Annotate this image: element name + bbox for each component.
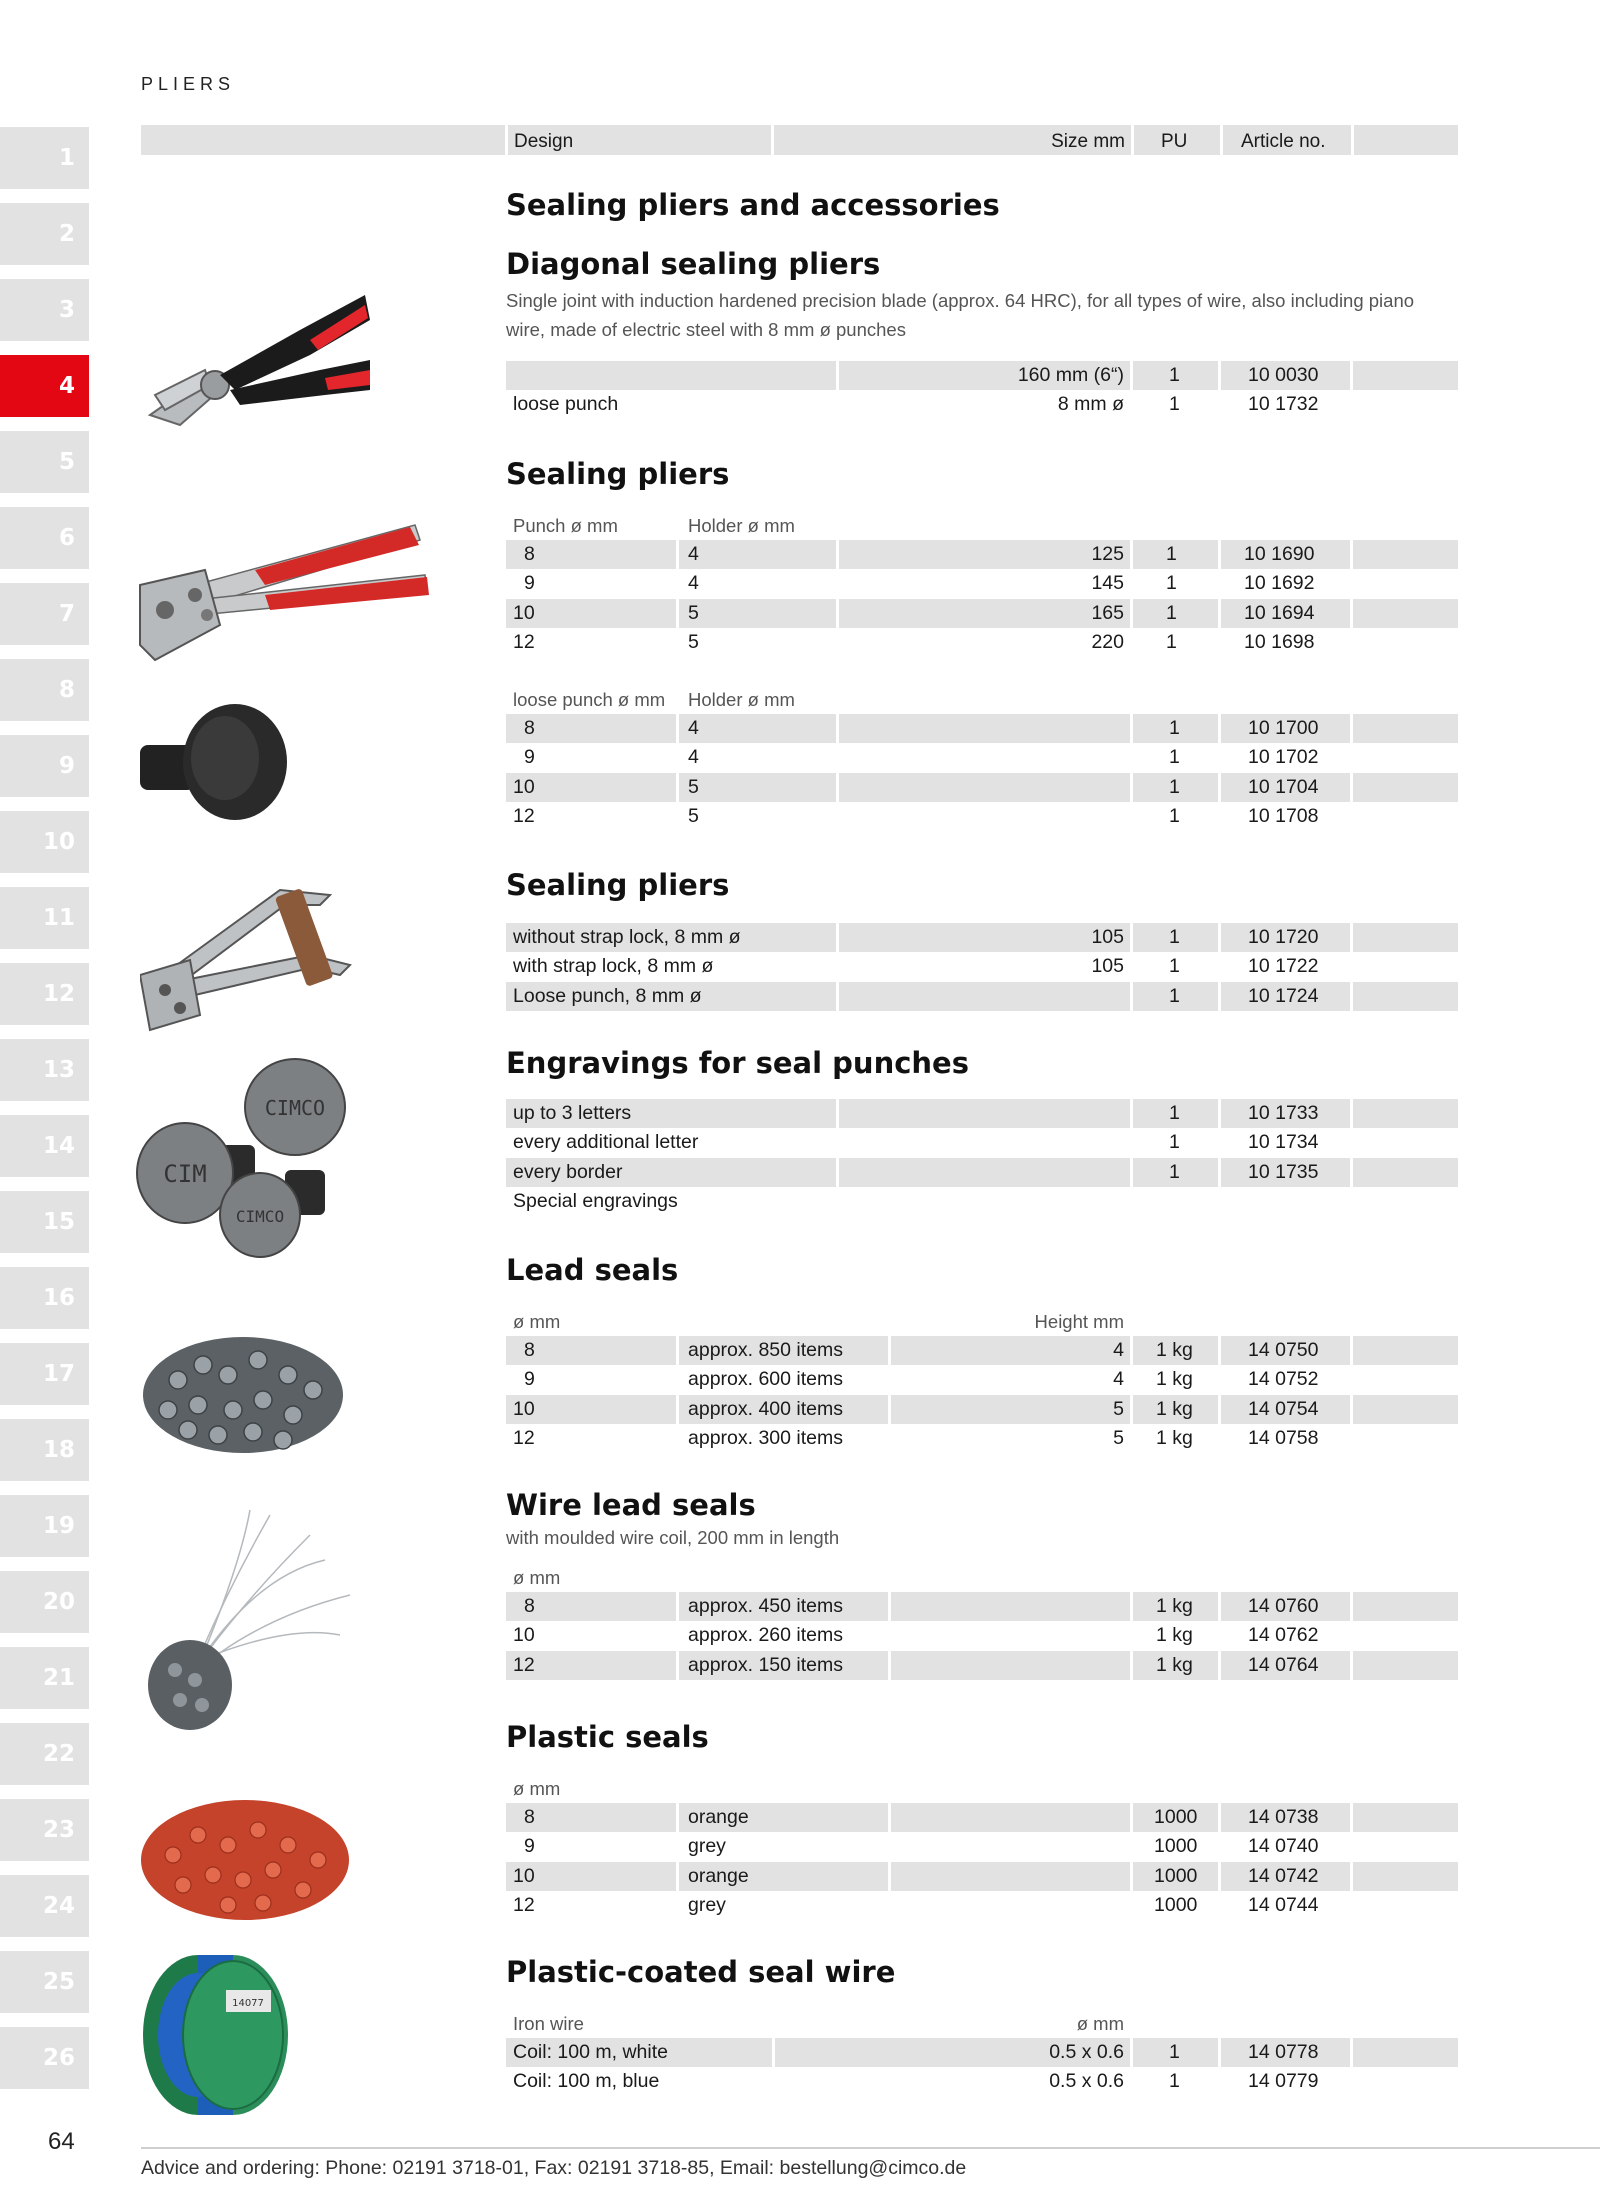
cell-items: approx. 300 items <box>688 1427 844 1450</box>
cell-pu: 1 <box>1169 805 1180 828</box>
cell-design: Loose punch, 8 mm ø <box>513 984 702 1007</box>
table-row <box>506 1891 1458 1921</box>
cell-size: 0.5 x 0.6 <box>1049 2040 1124 2063</box>
cell-size: 125 <box>1091 542 1124 565</box>
chapter-tab-18[interactable]: 18 <box>0 1419 89 1481</box>
cell-punch: 12 <box>513 805 535 828</box>
chapter-tab-1[interactable]: 1 <box>0 127 89 189</box>
stamp-label: CIMCO <box>264 1096 326 1120</box>
cell-pu: 1 kg <box>1156 1624 1193 1647</box>
cell-pu: 1 kg <box>1156 1653 1193 1676</box>
footer-divider <box>141 2147 1600 2149</box>
cell-holder: 5 <box>688 805 699 828</box>
page-number: 64 <box>48 2128 75 2155</box>
table-row <box>506 361 1458 391</box>
header-size: Size mm <box>1051 131 1125 152</box>
cell-article: 10 1735 <box>1248 1160 1319 1183</box>
cell-article: 10 1733 <box>1248 1101 1319 1124</box>
cell-pu: 1000 <box>1154 1805 1198 1828</box>
col-punch: Punch ø mm <box>513 514 618 536</box>
cell-punch: 12 <box>513 631 535 654</box>
cell-color: orange <box>688 1864 749 1887</box>
cell-pu: 1 <box>1166 631 1177 654</box>
cell-pu: 1 <box>1169 925 1180 948</box>
cell-items: approx. 600 items <box>688 1368 844 1391</box>
cell-article: 14 0752 <box>1248 1368 1319 1391</box>
chapter-tab-12[interactable]: 12 <box>0 963 89 1025</box>
table-row <box>506 1862 1458 1892</box>
column-header <box>506 512 1458 540</box>
table-row <box>506 982 1458 1012</box>
cell-holder: 5 <box>688 775 699 798</box>
stamp-label: CIMCO <box>235 1207 285 1226</box>
cell-design: without strap lock, 8 mm ø <box>513 925 741 948</box>
cell-diameter: 8 <box>524 1338 535 1361</box>
section-engravings <box>506 1046 1458 1217</box>
table-row <box>506 1187 1458 1217</box>
chapter-tab-5[interactable]: 5 <box>0 431 89 493</box>
loose-punch-image <box>140 700 290 830</box>
cell-punch: 10 <box>513 601 535 624</box>
column-header <box>506 686 1458 714</box>
table-header <box>141 125 1458 155</box>
col-diameter: ø mm <box>1076 2012 1124 2034</box>
column-header <box>506 1308 1458 1336</box>
seal-wire-spool-image <box>138 1950 298 2120</box>
cell-diameter: 12 <box>513 1653 535 1676</box>
cell-pu: 1 <box>1169 1131 1180 1154</box>
engraved-punches-image <box>135 1055 350 1265</box>
section-diagonal-sealing-pliers <box>506 188 1458 420</box>
chapter-tab-6[interactable]: 6 <box>0 507 89 569</box>
col-diameter: ø mm <box>513 1310 561 1332</box>
table-row <box>506 599 1458 629</box>
cell-article: 14 0750 <box>1248 1338 1319 1361</box>
cell-article: 14 0760 <box>1248 1594 1319 1617</box>
section-title: Plastic seals <box>506 1720 709 1754</box>
header-divider <box>1351 125 1354 155</box>
cell-diameter: 12 <box>513 1427 535 1450</box>
chapter-tab-22[interactable]: 22 <box>0 1723 89 1785</box>
table-row <box>506 743 1458 773</box>
cell-pu: 1 <box>1169 363 1180 386</box>
chapter-tab-17[interactable]: 17 <box>0 1343 89 1405</box>
chapter-tab-20[interactable]: 20 <box>0 1571 89 1633</box>
header-pu: PU <box>1161 131 1188 152</box>
cell-design: every border <box>513 1160 623 1183</box>
cell-design: up to 3 letters <box>513 1101 632 1124</box>
cell-size: 160 mm (6“) <box>1017 363 1124 386</box>
cell-diameter: 12 <box>513 1894 535 1917</box>
cell-article: 10 0030 <box>1248 363 1319 386</box>
cell-holder: 5 <box>688 601 699 624</box>
cell-height: 4 <box>1113 1338 1124 1361</box>
cell-holder: 4 <box>688 542 699 565</box>
cell-article: 14 0740 <box>1248 1835 1319 1858</box>
table-row <box>506 773 1458 803</box>
cell-items: approx. 450 items <box>688 1594 844 1617</box>
chapter-tab-26[interactable]: 26 <box>0 2027 89 2089</box>
col-iron-wire: Iron wire <box>513 2012 584 2034</box>
cell-diameter: 8 <box>524 1805 535 1828</box>
chapter-tabs <box>0 127 89 2103</box>
cell-color: grey <box>688 1894 726 1917</box>
chapter-tab-16[interactable]: 16 <box>0 1267 89 1329</box>
table-row <box>506 1592 1458 1622</box>
cell-punch: 8 <box>524 716 535 739</box>
cell-pu: 1 kg <box>1156 1338 1193 1361</box>
chapter-tab-2[interactable]: 2 <box>0 203 89 265</box>
chapter-tab-15[interactable]: 15 <box>0 1191 89 1253</box>
cell-pu: 1000 <box>1154 1864 1198 1887</box>
cell-article: 10 1700 <box>1248 716 1319 739</box>
cell-color: grey <box>688 1835 726 1858</box>
header-article: Article no. <box>1241 131 1326 152</box>
cell-pu: 1 <box>1169 746 1180 769</box>
table-row <box>506 1621 1458 1651</box>
cell-article: 14 0742 <box>1248 1864 1319 1887</box>
col-height: Height mm <box>1034 1310 1124 1332</box>
chapter-tab-3[interactable]: 3 <box>0 279 89 341</box>
cell-height: 5 <box>1113 1397 1124 1420</box>
cell-design: Coil: 100 m, white <box>513 2040 668 2063</box>
cell-article: 10 1724 <box>1248 984 1319 1007</box>
cell-items: approx. 150 items <box>688 1653 844 1676</box>
table-row <box>506 952 1458 982</box>
cell-pu: 1000 <box>1154 1835 1198 1858</box>
table-row <box>506 923 1458 953</box>
diagonal-pliers-image <box>140 290 380 440</box>
col-holder: Holder ø mm <box>688 688 795 710</box>
sealing-pliers-strap-image <box>140 880 360 1035</box>
cell-article: 10 1704 <box>1248 775 1319 798</box>
cell-pu: 1 <box>1169 984 1180 1007</box>
table-row <box>506 1424 1458 1454</box>
cell-height: 4 <box>1113 1368 1124 1391</box>
table-row <box>506 714 1458 744</box>
cell-article: 14 0778 <box>1248 2040 1319 2063</box>
cell-diameter: 9 <box>524 1835 535 1858</box>
table-row <box>506 628 1458 658</box>
cell-article: 10 1720 <box>1248 925 1319 948</box>
wire-lead-seals-image <box>140 1505 360 1735</box>
cell-design: Special engravings <box>513 1190 678 1213</box>
table-row <box>506 802 1458 832</box>
chapter-tab-21[interactable]: 21 <box>0 1647 89 1709</box>
cell-design: with strap lock, 8 mm ø <box>513 955 714 978</box>
cell-size: 145 <box>1091 572 1124 595</box>
chapter-tab-4-active[interactable]: 4 <box>0 355 89 417</box>
cell-size: 8 mm ø <box>1057 393 1124 416</box>
cell-punch: 9 <box>524 572 535 595</box>
chapter-tab-24[interactable]: 24 <box>0 1875 89 1937</box>
chapter-tab-19[interactable]: 19 <box>0 1495 89 1557</box>
cell-size: 105 <box>1091 955 1124 978</box>
section-title: Wire lead seals <box>506 1488 756 1522</box>
section-lead-seals <box>506 1253 1458 1454</box>
table-row <box>506 1395 1458 1425</box>
footer-contact: Advice and ordering: Phone: 02191 3718-01, Fax: 02191 3718-85, Email: bestellung@cimco.de <box>141 2157 967 2179</box>
section-description: Single joint with induction hardened precision blade (approx. 64 HRC), for all types of wire, also including piano wire, made of electric steel with 8 mm ø punches <box>506 289 1415 340</box>
main-title: Sealing pliers and accessories <box>506 188 1000 222</box>
cell-holder: 5 <box>688 631 699 654</box>
column-header <box>506 2010 1458 2038</box>
chapter-tab-11[interactable]: 11 <box>0 887 89 949</box>
table-row <box>506 1099 1458 1129</box>
header-divider <box>1131 125 1134 155</box>
chapter-title: PLIERS <box>141 74 236 94</box>
cell-article: 14 0738 <box>1248 1805 1319 1828</box>
cell-pu: 1 <box>1169 955 1180 978</box>
chapter-tab-8[interactable]: 8 <box>0 659 89 721</box>
cell-holder: 4 <box>688 746 699 769</box>
section-sealing-pliers-strap <box>506 868 1458 1011</box>
cell-punch: 8 <box>524 542 535 565</box>
cell-article: 10 1702 <box>1248 746 1319 769</box>
header-divider <box>1220 125 1223 155</box>
cell-punch: 10 <box>513 775 535 798</box>
cell-pu: 1 <box>1169 2040 1180 2063</box>
cell-size: 0.5 x 0.6 <box>1049 2070 1124 2093</box>
lead-seals-image <box>138 1320 348 1460</box>
cell-article: 14 0779 <box>1248 2070 1319 2093</box>
chapter-tab-9[interactable]: 9 <box>0 735 89 797</box>
cell-color: orange <box>688 1805 749 1828</box>
chapter-tab-14[interactable]: 14 <box>0 1115 89 1177</box>
section-plastic-seals <box>506 1720 1458 1921</box>
section-wire-lead-seals <box>506 1488 1458 1680</box>
cell-pu: 1 kg <box>1156 1368 1193 1391</box>
cell-diameter: 9 <box>524 1368 535 1391</box>
cell-size: 105 <box>1091 925 1124 948</box>
chapter-tab-13[interactable]: 13 <box>0 1039 89 1101</box>
sealing-pliers-image <box>135 515 445 675</box>
cell-pu: 1 <box>1166 572 1177 595</box>
cell-items: approx. 850 items <box>688 1338 844 1361</box>
section-title: Engravings for seal punches <box>506 1046 969 1080</box>
cell-pu: 1000 <box>1154 1894 1198 1917</box>
column-header <box>506 1775 1458 1803</box>
cell-holder: 4 <box>688 716 699 739</box>
col-diameter: ø mm <box>513 1566 561 1588</box>
cell-article: 10 1708 <box>1248 805 1319 828</box>
table-row <box>506 1336 1458 1366</box>
col-loose-punch: loose punch ø mm <box>513 688 666 710</box>
cell-article: 10 1734 <box>1248 1131 1319 1154</box>
chapter-tab-25[interactable]: 25 <box>0 1951 89 2013</box>
cell-holder: 4 <box>688 572 699 595</box>
section-title: Sealing pliers <box>506 457 730 491</box>
table-row <box>506 1832 1458 1862</box>
chapter-tab-10[interactable]: 10 <box>0 811 89 873</box>
cell-article: 10 1692 <box>1244 572 1315 595</box>
cell-pu: 1 kg <box>1156 1427 1193 1450</box>
cell-diameter: 8 <box>524 1594 535 1617</box>
cell-pu: 1 <box>1169 1101 1180 1124</box>
section-plastic-coated-wire <box>506 1955 1458 2097</box>
cell-diameter: 10 <box>513 1397 535 1420</box>
spool-label: 14077 <box>232 1998 264 2009</box>
cell-pu: 1 kg <box>1156 1594 1193 1617</box>
cell-pu: 1 <box>1169 393 1180 416</box>
cell-article: 14 0744 <box>1248 1894 1319 1917</box>
chapter-tab-7[interactable]: 7 <box>0 583 89 645</box>
header-design: Design <box>514 131 574 152</box>
cell-design: Coil: 100 m, blue <box>513 2070 660 2093</box>
table-row <box>506 1158 1458 1188</box>
cell-article: 14 0762 <box>1248 1624 1319 1647</box>
cell-article: 10 1694 <box>1244 601 1315 624</box>
chapter-tab-23[interactable]: 23 <box>0 1799 89 1861</box>
cell-pu: 1 <box>1166 601 1177 624</box>
cell-diameter: 10 <box>513 1624 535 1647</box>
table-row <box>506 390 1458 420</box>
table-row <box>506 1803 1458 1833</box>
table-row <box>506 1128 1458 1158</box>
section-title: Sealing pliers <box>506 868 730 902</box>
cell-size: 165 <box>1091 601 1124 624</box>
cell-items: approx. 260 items <box>688 1624 844 1647</box>
section-sealing-pliers <box>506 457 1458 832</box>
cell-pu: 1 kg <box>1156 1397 1193 1420</box>
cell-punch: 9 <box>524 746 535 769</box>
table-row <box>506 2038 1458 2068</box>
header-divider <box>771 125 774 155</box>
stamp-label: CIM <box>163 1160 207 1188</box>
col-diameter: ø mm <box>513 1777 561 1799</box>
table-row <box>506 540 1458 570</box>
cell-article: 10 1722 <box>1248 955 1319 978</box>
cell-pu: 1 <box>1169 775 1180 798</box>
cell-height: 5 <box>1113 1427 1124 1450</box>
table-row <box>506 1365 1458 1395</box>
table-row <box>506 1651 1458 1681</box>
cell-pu: 1 <box>1169 1160 1180 1183</box>
cell-article: 14 0754 <box>1248 1397 1319 1420</box>
section-description: with moulded wire coil, 200 mm in length <box>506 1526 840 1548</box>
cell-size: 220 <box>1091 631 1124 654</box>
cell-pu: 1 <box>1169 2070 1180 2093</box>
cell-article: 14 0764 <box>1248 1653 1319 1676</box>
cell-design: loose punch <box>513 393 619 416</box>
col-holder: Holder ø mm <box>688 514 795 536</box>
table-row <box>506 569 1458 599</box>
section-title: Plastic-coated seal wire <box>506 1955 896 1989</box>
cell-article: 10 1732 <box>1248 393 1319 416</box>
table-row <box>506 2067 1458 2097</box>
column-header <box>506 1564 1458 1592</box>
cell-diameter: 10 <box>513 1864 535 1887</box>
cell-article: 10 1690 <box>1244 542 1315 565</box>
section-title: Lead seals <box>506 1253 679 1287</box>
cell-pu: 1 <box>1166 542 1177 565</box>
cell-article: 14 0758 <box>1248 1427 1319 1450</box>
plastic-seals-image <box>138 1795 353 1925</box>
cell-items: approx. 400 items <box>688 1397 844 1420</box>
cell-pu: 1 <box>1169 716 1180 739</box>
section-title: Diagonal sealing pliers <box>506 246 881 281</box>
header-divider <box>505 125 508 155</box>
cell-design: every additional letter <box>513 1131 699 1154</box>
cell-article: 10 1698 <box>1244 631 1315 654</box>
